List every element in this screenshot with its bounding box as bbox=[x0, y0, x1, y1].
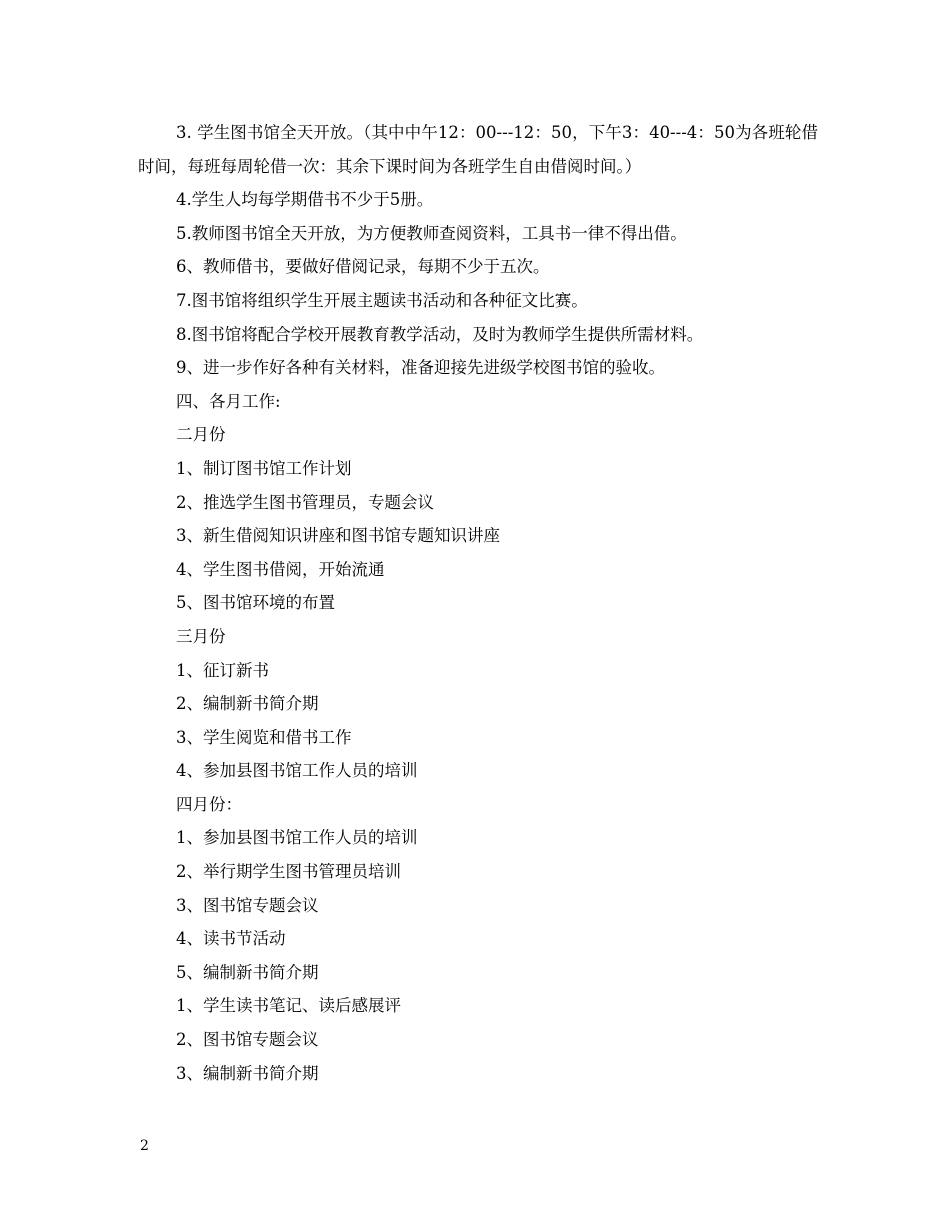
section-heading-monthly-work: 四、各月工作: bbox=[176, 391, 281, 411]
list-item: 2、编制新书简介期 bbox=[176, 694, 319, 714]
list-item: 3、编制新书简介期 bbox=[176, 1063, 319, 1083]
list-item: 2、推选学生图书管理员，专题会议 bbox=[176, 492, 434, 512]
paragraph-teaching-support: 8.图书馆将配合学校开展教育教学活动，及时为教师学生提供所需材料。 bbox=[176, 324, 704, 344]
list-item: 4、参加县图书馆工作人员的培训 bbox=[176, 761, 418, 781]
list-item: 2、图书馆专题会议 bbox=[176, 1030, 319, 1050]
paragraph-teacher-library: 5.教师图书馆全天开放，为方便教师查阅资料，工具书一律不得出借。 bbox=[176, 223, 687, 243]
document-body bbox=[138, 116, 818, 1090]
list-item: 3、新生借阅知识讲座和图书馆专题知识讲座 bbox=[176, 526, 500, 546]
paragraph-reading-activities: 7.图书馆将组织学生开展主题读书活动和各种征文比赛。 bbox=[176, 290, 588, 310]
list-item: 3、图书馆专题会议 bbox=[176, 895, 319, 915]
list-item: 1、制订图书馆工作计划 bbox=[176, 458, 352, 478]
list-item: 2、举行期学生图书管理员培训 bbox=[176, 862, 401, 882]
page-number: 2 bbox=[140, 1138, 149, 1154]
paragraph-open-hours-students: 3. 学生图书馆全天开放。（其中中午12：00---12：50，下午3：40---4：50为各班轮借时间，每班每周轮借一次：其余下课时间为各班学生自由借阅时间。） bbox=[138, 123, 818, 176]
paragraph-teacher-borrowing: 6、教师借书，要做好借阅记录，每期不少于五次。 bbox=[176, 257, 550, 277]
list-item: 4、学生图书借阅，开始流通 bbox=[176, 559, 385, 579]
list-item: 4、读书节活动 bbox=[176, 929, 286, 949]
month-heading-march: 三月份 bbox=[176, 626, 226, 646]
month-heading-april: 四月份： bbox=[176, 794, 242, 814]
paragraph-inspection-prep: 9、进一步作好各种有关材料，准备迎接先进级学校图书馆的验收。 bbox=[176, 358, 665, 378]
month-heading-february: 二月份 bbox=[176, 425, 226, 445]
list-item: 1、学生读书笔记、读后感展评 bbox=[176, 996, 401, 1016]
list-item: 5、编制新书简介期 bbox=[176, 962, 319, 982]
list-item: 1、参加县图书馆工作人员的培训 bbox=[176, 828, 418, 848]
list-item: 5、图书馆环境的布置 bbox=[176, 593, 335, 613]
list-item: 3、学生阅览和借书工作 bbox=[176, 727, 352, 747]
paragraph-borrow-quota: 4.学生人均每学期借书不少于5册。 bbox=[176, 190, 434, 210]
list-item: 1、征订新书 bbox=[176, 660, 269, 680]
